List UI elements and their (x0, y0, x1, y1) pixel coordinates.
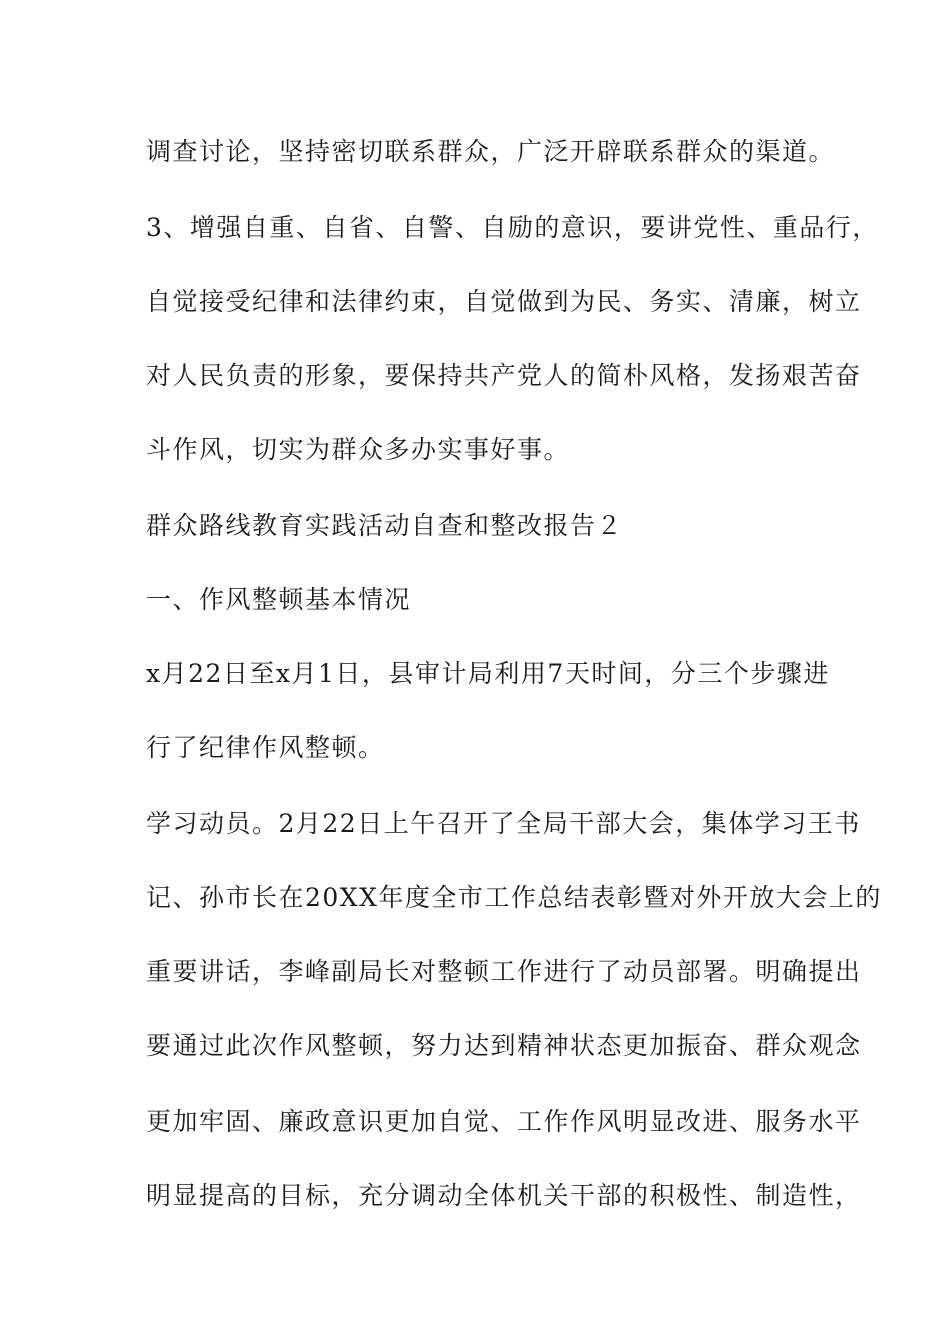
section-title: 群众路线教育实践活动自查和整改报告２ (146, 511, 624, 540)
paragraph-line: 对人民负责的形象，要保持共产党人的简朴风格，发扬艰苦奋 (146, 361, 862, 390)
paragraph-line: 重要讲话，李峰副局长对整顿工作进行了动员部署。明确提出 (146, 957, 862, 986)
paragraph-line: 要通过此次作风整顿，努力达到精神状态更加振奋、群众观念 (146, 1031, 862, 1060)
paragraph-line: 3、增强自重、自省、自警、自励的意识，要讲党性、重品行， (146, 213, 879, 242)
paragraph-line: 调查讨论，坚持密切联系群众，广泛开辟联系群众的渠道。 (146, 137, 836, 166)
paragraph-line: 记、孙市长在20XX年度全市工作总结表彰暨对外开放大会上的 (146, 883, 882, 912)
paragraph-line: 行了纪律作风整顿。 (146, 733, 385, 762)
paragraph-line: 更加牢固、廉政意识更加自觉、工作作风明显改进、服务水平 (146, 1107, 862, 1136)
paragraph-line: 学习动员。2月22日上午召开了全局干部大会，集体学习王书 (146, 809, 861, 838)
paragraph-line: 明显提高的目标，充分调动全体机关干部的积极性、制造性， (146, 1181, 862, 1210)
section-heading: 一、作风整顿基本情况 (146, 585, 412, 614)
paragraph-line: 斗作风，切实为群众多办实事好事。 (146, 435, 571, 464)
paragraph-line: x月22日至x月1日，县审计局利用7天时间，分三个步骤进 (146, 659, 830, 688)
paragraph-line: 自觉接受纪律和法律约束，自觉做到为民、务实、清廉，树立 (146, 287, 862, 316)
